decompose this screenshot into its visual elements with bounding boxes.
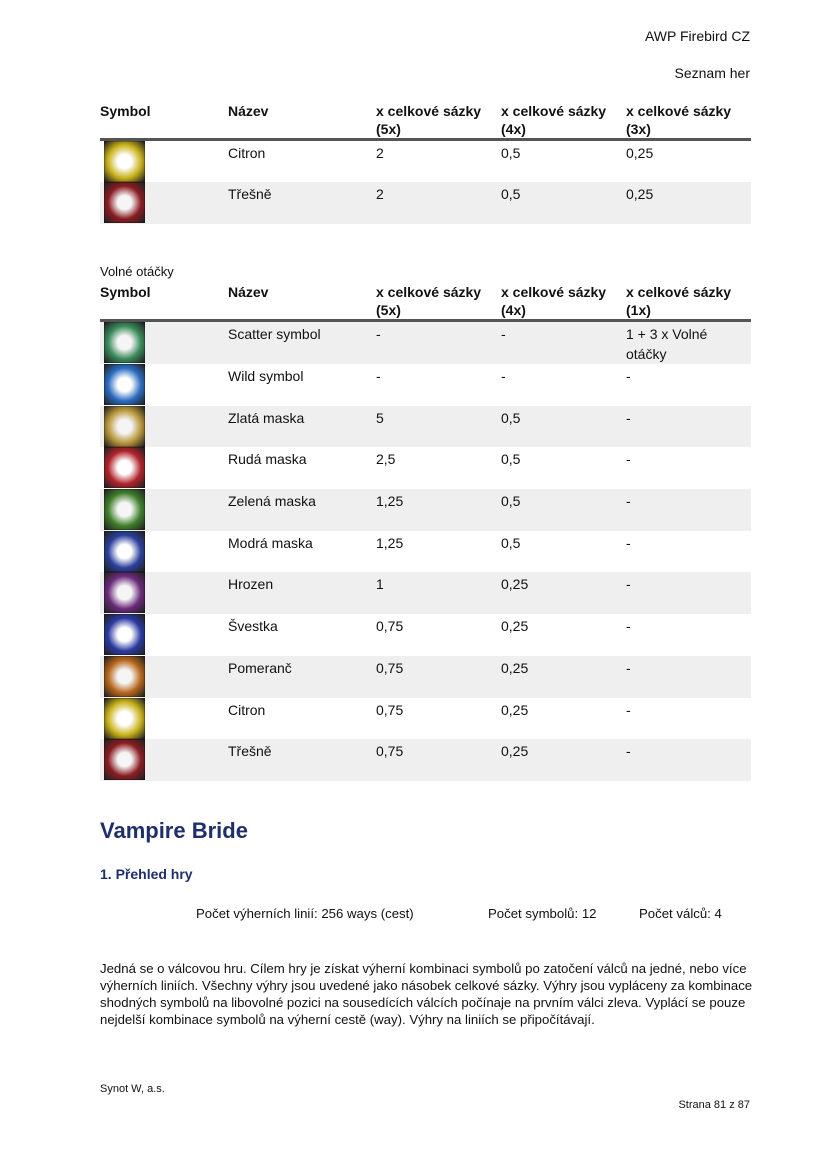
table-header-row <box>100 283 751 321</box>
column-header: x celkové sázky (5x) <box>376 284 482 318</box>
symbol-name: Scatter symbol <box>228 321 376 365</box>
payout-last: - <box>626 572 751 614</box>
gold-mask-icon <box>104 406 145 447</box>
symbol-cell <box>100 531 228 573</box>
symbol-cell <box>100 656 228 698</box>
symbol-name: Zlatá maska <box>228 406 376 448</box>
payout-4x: 0,5 <box>501 451 521 468</box>
payout-last: - <box>626 451 631 468</box>
payout-4x: 0,25 <box>501 656 626 698</box>
symbol-name: Citron <box>228 701 266 718</box>
reels-count: Počet válců: 4 <box>639 906 722 921</box>
paylines-count: Počet výherních linií: 256 ways (cest) <box>196 906 414 921</box>
payout-5x: 0,75 <box>376 739 501 781</box>
column-header: x celkové sázky (5x) <box>376 103 482 137</box>
game-title: Vampire Bride <box>100 818 248 843</box>
symbols-count: Počet symbolů: 12 <box>488 906 597 921</box>
table-row <box>100 489 751 531</box>
payout-last: - <box>626 618 631 635</box>
table-row <box>100 321 751 365</box>
column-header: Symbol <box>100 284 151 300</box>
payout-5x: 1,25 <box>376 534 404 551</box>
symbol-cell <box>100 406 228 448</box>
payout-last: - <box>626 701 631 718</box>
free-spins-caption: Volné otáčky <box>100 264 174 279</box>
payout-4x: 0,25 <box>501 572 626 614</box>
column-header: Název <box>228 103 269 119</box>
table-row <box>100 406 751 448</box>
payout-last: - <box>626 534 631 551</box>
table-row <box>100 447 751 489</box>
symbol-name: Švestka <box>228 618 278 635</box>
payout-5x: 0,75 <box>376 618 404 635</box>
payout-5x: 2 <box>376 145 384 161</box>
orange-icon <box>104 656 145 697</box>
column-header: Symbol <box>100 103 151 119</box>
payout-4x: - <box>501 321 626 365</box>
payout-4x: 0,25 <box>501 618 529 635</box>
payout-5x: 5 <box>376 406 501 448</box>
column-header: x celkové sázky (1x) <box>626 284 732 318</box>
wild-icon <box>104 364 145 405</box>
symbol-name: Třešně <box>228 739 376 781</box>
payout-last: - <box>626 489 751 531</box>
table-row <box>100 182 751 224</box>
column-header: x celkové sázky (3x) <box>626 103 732 137</box>
payout-5x: 0,75 <box>376 701 404 718</box>
red-mask-icon <box>104 447 145 488</box>
paytable-base <box>100 102 751 224</box>
table-header-row <box>100 102 751 140</box>
payout-4x: 0,5 <box>501 489 626 531</box>
payout-last: - <box>626 739 751 781</box>
symbol-name: Pomeranč <box>228 656 376 698</box>
symbol-cell <box>100 572 228 614</box>
payout-5x: 2,5 <box>376 451 396 468</box>
document-header-section: Seznam her <box>674 65 750 81</box>
symbol-cell <box>100 739 228 781</box>
symbol-name: Citron <box>228 145 266 161</box>
payout-5x: - <box>376 321 501 365</box>
symbol-name: Hrozen <box>228 572 376 614</box>
payout-last: 1 + 3 x Volné otáčky <box>626 321 751 365</box>
symbol-name: Třešně <box>228 182 376 224</box>
game-description: Jedná se o válcovou hru. Cílem hry je získat výherní kombinaci symbolů po zatočení válců na jedné, nebo více výherních liniích. Všechny výhry jsou uvedené jako násobek celkové sázky. Výhry jsou vypláceny za kombinace shodných symbolů na libovolné pozici na sousedících válcích počínaje na prvním válci zleva. Vyplácí se pouze nejdelší kombinace symbolů na výherní cestě (way). Výhry na liniích se připočítávají. <box>100 961 753 1027</box>
plum-icon <box>104 614 145 655</box>
document-header-company: AWP Firebird CZ <box>644 28 750 44</box>
payout-4x: 0,5 <box>501 534 521 551</box>
payout-last: - <box>626 368 631 384</box>
payout-last: - <box>626 406 751 448</box>
cherry-icon <box>104 739 145 780</box>
symbol-name: Wild symbol <box>228 368 304 384</box>
table-row <box>100 739 751 781</box>
symbol-cell <box>100 698 228 740</box>
column-header: Název <box>228 284 269 300</box>
payout-4x: 0,5 <box>501 182 626 224</box>
symbol-cell <box>100 140 228 183</box>
symbol-cell <box>100 447 228 489</box>
symbol-cell <box>100 321 228 365</box>
payout-5x: 1 <box>376 572 501 614</box>
table-row <box>100 656 751 698</box>
payout-5x: 2 <box>376 182 501 224</box>
symbol-name: Modrá maska <box>228 534 313 551</box>
column-header: x celkové sázky (4x) <box>501 103 607 137</box>
footer-page-number: Strana 81 z 87 <box>678 1099 750 1111</box>
paytable-free-spins <box>100 283 751 781</box>
column-header: x celkové sázky (4x) <box>501 284 607 318</box>
footer-company: Synot W, a.s. <box>100 1083 165 1095</box>
table-row <box>100 364 751 406</box>
cherry-icon <box>104 182 145 223</box>
payout-5x: - <box>376 368 381 384</box>
payout-5x: 0,75 <box>376 656 501 698</box>
symbol-cell <box>100 489 228 531</box>
payout-4x: 0,5 <box>501 145 521 161</box>
payout-last: - <box>626 656 751 698</box>
payout-5x: 1,25 <box>376 489 501 531</box>
payout-4x: - <box>501 368 506 384</box>
symbol-cell <box>100 614 228 656</box>
payout-last: 0,25 <box>626 145 654 161</box>
symbol-cell <box>100 364 228 406</box>
payout-4x: 0,25 <box>501 739 626 781</box>
symbol-cell <box>100 182 228 224</box>
payout-4x: 0,5 <box>501 406 626 448</box>
table-row <box>100 531 751 573</box>
blue-mask-icon <box>104 531 145 572</box>
section-title: 1. Přehled hry <box>100 866 193 882</box>
scatter-icon <box>104 322 145 363</box>
table-row <box>100 614 751 656</box>
green-mask-icon <box>104 489 145 530</box>
table-row <box>100 698 751 740</box>
grapes-icon <box>104 572 145 613</box>
lemon-icon <box>104 698 145 739</box>
symbol-name: Rudá maska <box>228 451 307 468</box>
payout-4x: 0,25 <box>501 701 529 718</box>
payout-last: 0,25 <box>626 182 751 224</box>
symbol-name: Zelená maska <box>228 489 376 531</box>
table-row <box>100 140 751 183</box>
lemon-icon <box>104 141 145 182</box>
table-row <box>100 572 751 614</box>
